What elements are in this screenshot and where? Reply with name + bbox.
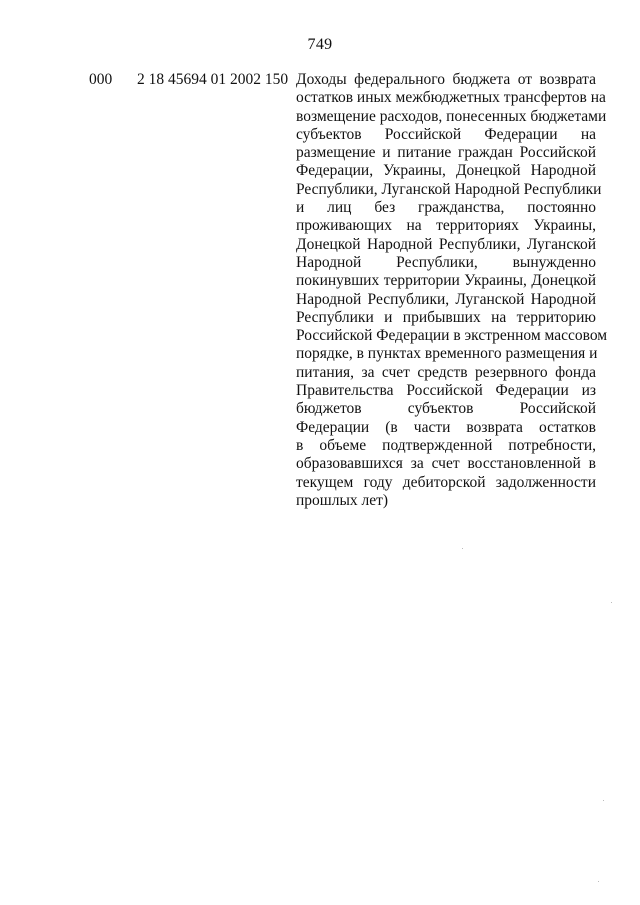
description-line: Республики и прибывших на территорию [296, 308, 596, 326]
description-line: возмещение расходов, понесенных бюджетами [296, 107, 607, 125]
description-line: в объеме подтвержденной потребности, [296, 436, 596, 454]
budget-code-entry [0, 71, 640, 511]
description-line: покинувших территории Украины, Донецкой [296, 272, 596, 290]
description-line: Федерации (в части возврата остатков [296, 418, 596, 436]
description-line: проживающих на территориях Украины, [296, 217, 596, 235]
description-line: Республики, Луганской Народной Республики [296, 180, 602, 198]
scan-speck [611, 602, 612, 603]
income-description [296, 71, 608, 510]
description-line: текущем году дебиторской задолженности [296, 473, 596, 491]
description-line: бюджетов субъектов Российской [296, 400, 596, 418]
description-line: Народной Республики, вынужденно [296, 253, 596, 271]
description-line: Российской Федерации в экстренном массовом [296, 327, 608, 345]
description-line: образовавшихся за счет восстановленной в [296, 455, 596, 473]
page-number: 749 [307, 36, 333, 53]
description-line: субъектов Российской Федерации на [296, 125, 596, 143]
description-line: питания, за счет средств резервного фонда [296, 363, 596, 381]
scan-speck [603, 800, 604, 801]
description-line: и лиц без гражданства, постоянно [296, 199, 596, 217]
description-line: прошлых лет) [296, 491, 389, 509]
administrator-code: 000 [89, 71, 113, 88]
budget-classification-code: 2 18 45694 01 2002 150 [137, 71, 289, 88]
description-line: Народной Республики, Луганской Народной [296, 290, 596, 308]
description-line: Федерации, Украины, Донецкой Народной [296, 162, 596, 180]
description-line: размещение и питание граждан Российской [296, 144, 596, 162]
scan-speck [598, 881, 599, 882]
description-line: порядке, в пунктах временного размещения и [296, 345, 598, 363]
description-line: Доходы федерального бюджета от возврата [296, 71, 596, 88]
scan-speck [462, 548, 463, 549]
description-line: Донецкой Народной Республики, Луганской [296, 235, 596, 253]
description-line: остатков иных межбюджетных трансфертов на [296, 89, 606, 107]
description-line: Правительства Российской Федерации из [296, 382, 596, 400]
